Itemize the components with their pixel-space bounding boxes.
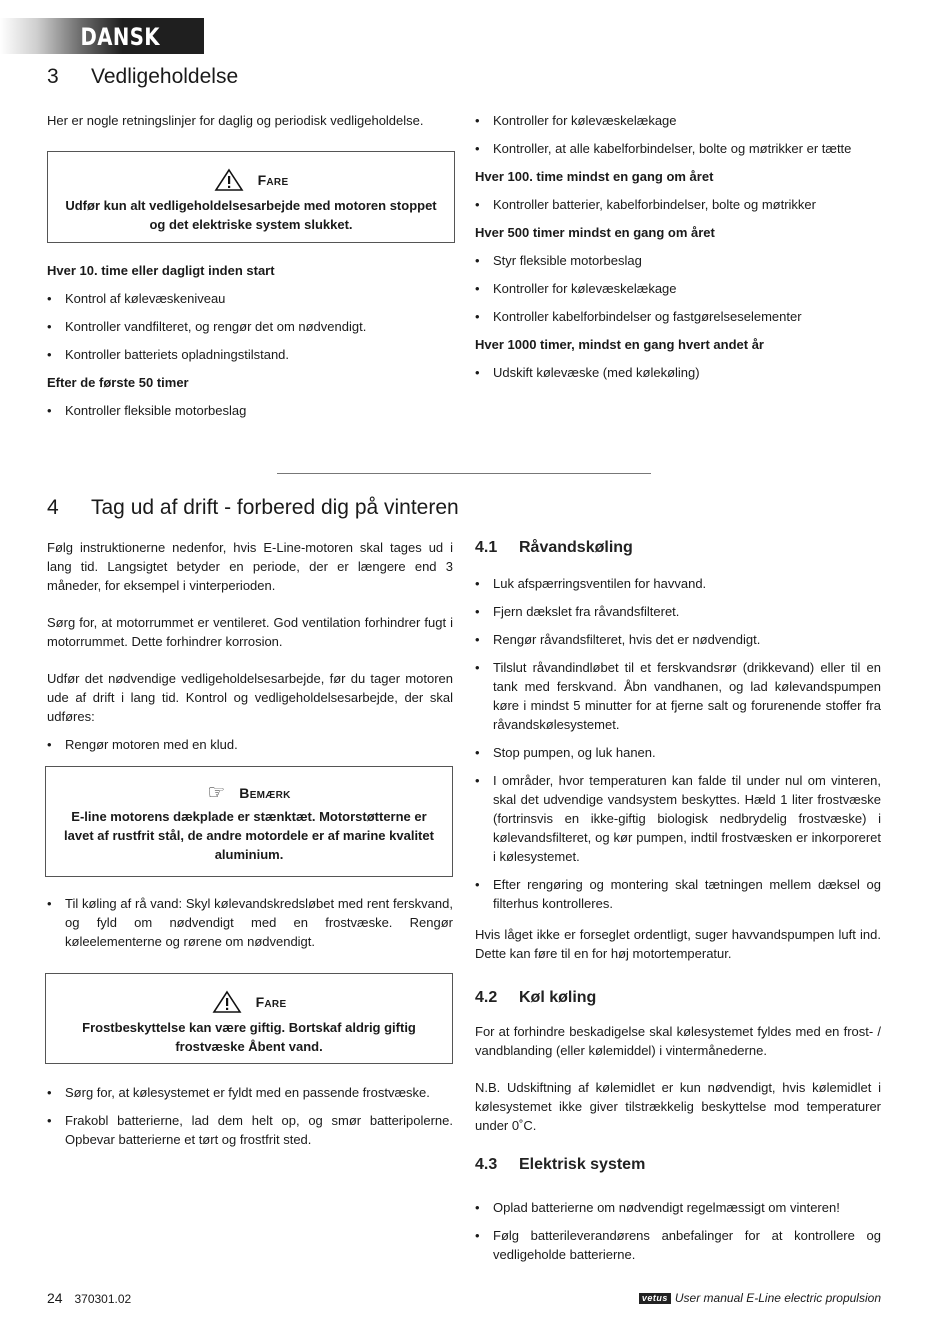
- list-item: • Frakobl batterierne, lad dem helt op, og smør batteripolerne. Opbevar batterierne et tørt og frostfrit sted.: [47, 1111, 453, 1149]
- list-item: • Stop pumpen, og luk hanen.: [475, 743, 881, 762]
- list-item: • Kontroller batteriets opladningstilstand.: [47, 345, 453, 364]
- document-code: 370301.02: [74, 1292, 132, 1306]
- list-item: • Udskift kølevæske (med kølekøling): [475, 363, 881, 382]
- danger-box: [47, 151, 455, 243]
- page-number: 24: [47, 1290, 63, 1306]
- section-3-intro: Her er nogle retningslinjer for daglig og periodisk vedligeholdelse.: [47, 113, 424, 128]
- danger-label: Fare: [257, 171, 289, 188]
- list-item: • Kontroller fleksible motorbeslag: [47, 401, 453, 420]
- list-item: • Styr fleksible motorbeslag: [475, 251, 881, 270]
- paragraph: For at forhindre beskadigelse skal kølesystemet fyldes med en frost- / vandblanding (eller kølemiddel) i vintermånederne.: [475, 1024, 881, 1058]
- subsection-4-3-heading: [475, 1155, 881, 1175]
- schedule-title: Efter de første 50 timer: [47, 375, 189, 390]
- subsection-title: Køl køling: [519, 989, 597, 1006]
- list-item: • Kontroller kabelforbindelser og fastgørelseselementer: [475, 307, 881, 326]
- list-item: • Kontroller batterier, kabelforbindelser, bolte og møtrikker: [475, 195, 881, 214]
- section-divider: [277, 473, 651, 474]
- schedule-title: Hver 100. time mindst en gang om året: [475, 169, 714, 184]
- list-item: • Følg batterileverandørens anbefalinger for at kontrollere og vedligeholde batterierne.: [475, 1226, 881, 1264]
- subsection-title: Råvandskøling: [519, 539, 633, 556]
- subsection-number: 4.2: [475, 989, 498, 1006]
- warning-triangle-icon: [212, 990, 242, 1014]
- schedule-title: Hver 1000 timer, mindst en gang hvert andet år: [475, 337, 764, 352]
- list-item: • Kontroller for kølevæskelækage: [475, 279, 881, 298]
- brand-logo: vetus: [639, 1293, 671, 1304]
- list-item: • Kontroller, at alle kabelforbindelser, bolte og møtrikker er tætte: [475, 139, 881, 158]
- list-item: • Oplad batterierne om nødvendigt regelmæssigt om vinteren!: [475, 1198, 881, 1217]
- note-text: E-line motorens dækplade er stænktæt. Motorstøtterne er lavet af rustfrit stål, de andre motordele er af marine kvalitet aluminium.: [64, 809, 434, 862]
- subsection-4-2-body: [475, 1022, 881, 1153]
- section-3-right-column: [475, 111, 881, 391]
- subsection-4-2-heading: [475, 988, 881, 1008]
- section-number: 3: [47, 65, 59, 88]
- language-tab: [0, 18, 204, 54]
- subsection-title: Elektrisk system: [519, 1156, 646, 1173]
- list-item: • Tilslut råvandindløbet til et ferskvandsrør (drikkevand) eller til en tank med ferskvand. Åbn vandhanen, og lad kølevandspumpen køre i mindst 5 minutter for at fjerne salt og forurenende stoffer fra råvandskølesystemet.: [475, 658, 881, 734]
- section-3-heading: [47, 64, 467, 90]
- footer-page-info: [47, 1289, 131, 1309]
- list-item: • Sørg for, at kølesystemet er fyldt med en passende frostvæske.: [47, 1083, 453, 1102]
- note-box: [45, 766, 453, 877]
- paragraph: Hvis låget ikke er forseglet ordentligt, suger havvandspumpen luft ind. Dette kan føre til en for høj motortemperatur.: [475, 927, 881, 961]
- section-3-left-schedule: [47, 261, 453, 429]
- section-3-left-column: [47, 111, 453, 148]
- language-label: DANSK: [80, 23, 160, 51]
- section-title: Vedligeholdelse: [91, 65, 239, 88]
- subsection-number: 4.1: [475, 539, 498, 556]
- danger-box-frost: [45, 973, 453, 1064]
- paragraph: Følg instruktionerne nedenfor, hvis E-Line-motoren skal tages ud i lang tid. Langsigtet betyder en periode, der er længere end 3 måneder, for eksempel i vinterperioden.: [47, 540, 453, 593]
- section-4-heading: [47, 495, 647, 521]
- list-item: • Kontroller vandfilteret, og rengør det om nødvendigt.: [47, 317, 453, 336]
- section-4-left-list: [47, 894, 453, 960]
- subsection-4-3-body: [475, 1198, 881, 1273]
- list-item: • I områder, hvor temperaturen kan falde til under nul om vinteren, skal det udvendige vandsystem beskyttes. Hæld 1 liter frostvæske (fortrinsvis en ikke-giftig biologisk nedbrydelig frostvæske) i kølevandsfilteret, og kør pumpen, indtil frostvæsken er inkorporeret i kølesystemet.: [475, 771, 881, 866]
- paragraph: Sørg for, at motorrummet er ventileret. God ventilation forhindrer fugt i motorrummet. Dette forhindrer korrosion.: [47, 615, 453, 649]
- danger-text: Frostbeskyttelse kan være giftig. Bortskaf aldrig giftig frostvæske Åbent vand.: [82, 1020, 416, 1054]
- list-item: • Rengør motoren med en klud.: [47, 735, 453, 754]
- footer-manual-info: [639, 1289, 881, 1308]
- warning-triangle-icon: [214, 168, 244, 192]
- subsection-number: 4.3: [475, 1156, 498, 1173]
- danger-label: Fare: [255, 993, 287, 1010]
- paragraph: N.B. Udskiftning af kølemidlet er kun nødvendigt, hvis kølemidlet i kølesystemet ikke giver tilstrækkelig beskyttelse mod temperaturer under 0˚C.: [475, 1080, 881, 1133]
- schedule-title: Hver 500 timer mindst en gang om året: [475, 225, 715, 240]
- list-item: • Rengør råvandsfilteret, hvis det er nødvendigt.: [475, 630, 881, 649]
- list-item: • Luk afspærringsventilen for havvand.: [475, 574, 881, 593]
- subsection-4-1-heading: [475, 538, 881, 558]
- manual-title: User manual E-Line electric propulsion: [674, 1291, 881, 1305]
- note-label: Bemærk: [239, 784, 291, 801]
- pointing-hand-icon: ☞: [207, 782, 226, 804]
- section-title: Tag ud af drift - forbered dig på vinteren: [91, 496, 459, 519]
- list-item: • Kontroller for kølevæskelækage: [475, 111, 881, 130]
- list-item: • Fjern dækslet fra råvandsfilteret.: [475, 602, 881, 621]
- danger-text: Udfør kun alt vedligeholdelsesarbejde med motoren stoppet og det elektriske system slukket.: [65, 198, 437, 232]
- list-item: • Kontrol af kølevæskeniveau: [47, 289, 453, 308]
- list-item: • Til køling af rå vand: Skyl kølevandskredsløbet med rent ferskvand, og fyld om nødvendigt med en frostvæske. Rengør køleelementerne og rørene om nødvendigt.: [47, 894, 453, 951]
- section-4-left-list-2: [47, 1083, 453, 1158]
- subsection-4-1-body: [475, 574, 881, 981]
- list-item: • Efter rengøring og montering skal tætningen mellem dæksel og filterhus kontrolleres.: [475, 875, 881, 913]
- section-number: 4: [47, 496, 59, 519]
- section-4-left-column: [47, 538, 453, 763]
- paragraph: Udfør det nødvendige vedligeholdelsesarbejde, før du tager motoren ude af drift i lang tid. Kontrol og vedligeholdelsesarbejde, der skal udføres:: [47, 671, 453, 724]
- schedule-title: Hver 10. time eller dagligt inden start: [47, 263, 275, 278]
